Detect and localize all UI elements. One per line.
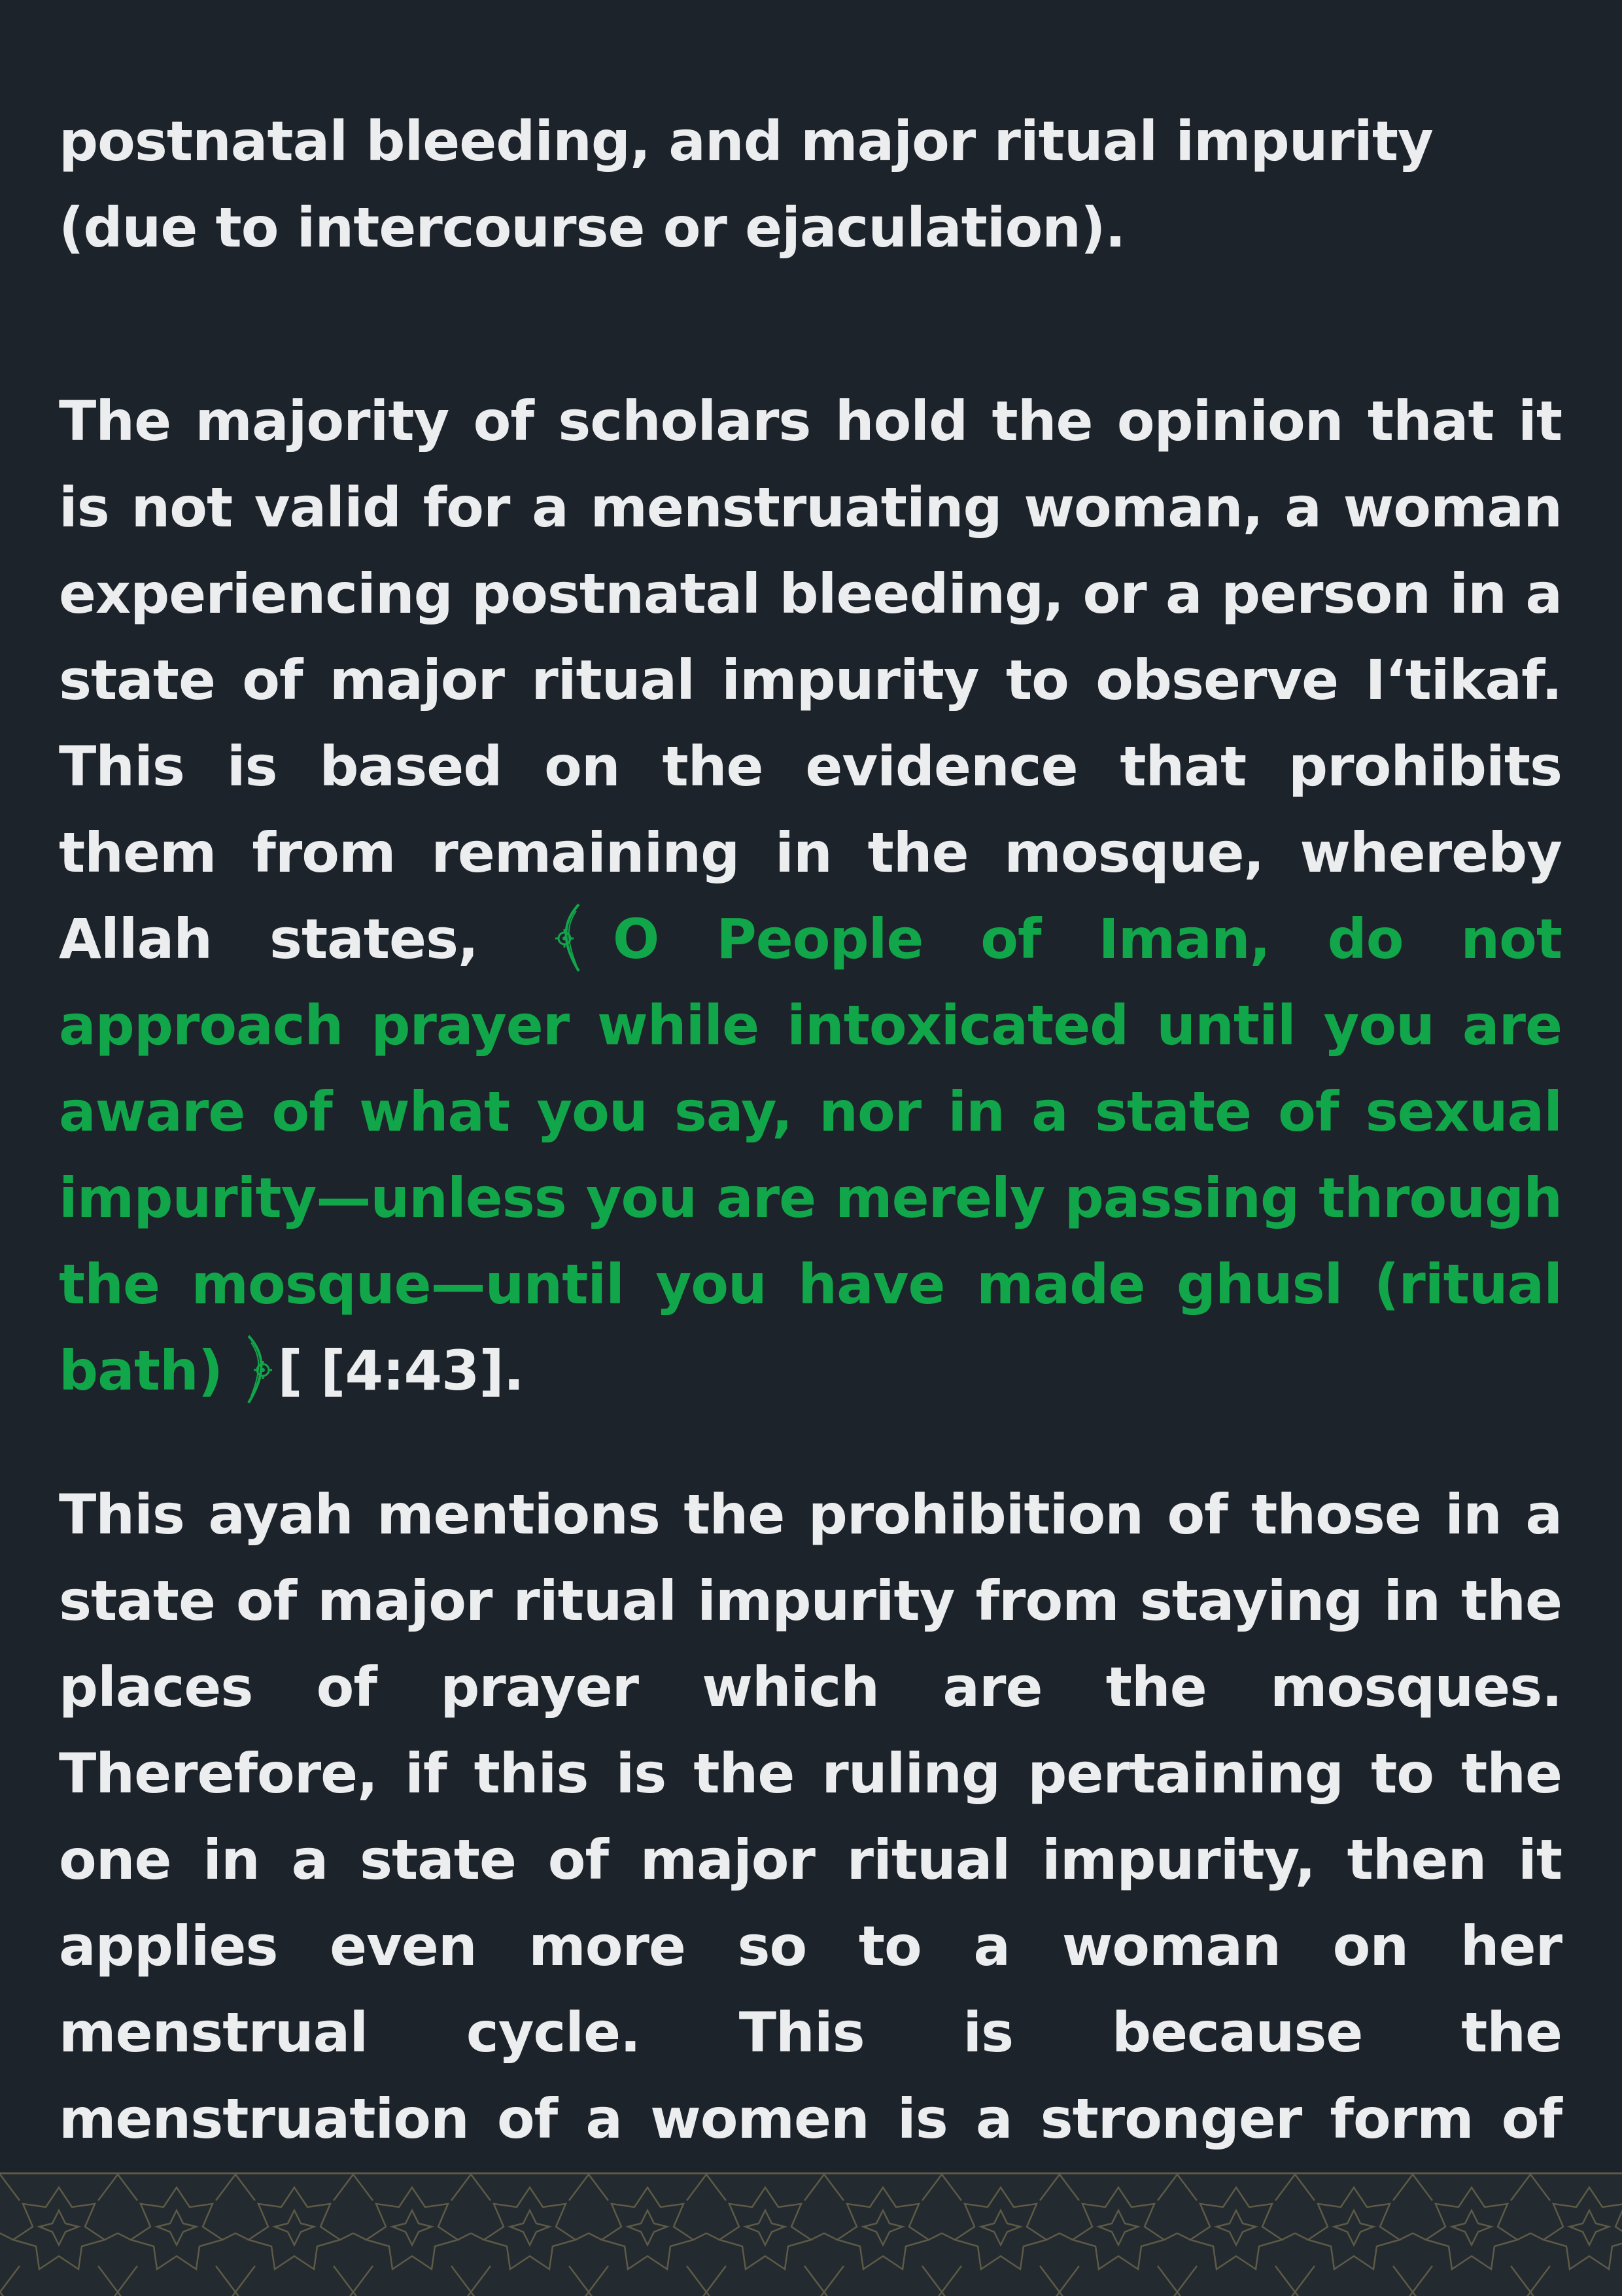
paragraph-evidence xyxy=(59,378,1562,1414)
paragraph-intro-text: The majority of scholars hold the opinion that it is not valid for a menstruating woman, a woman experiencing postnatal bleeding, or a person in a state of major ritual impurity to observe I‘tikaf. This is based on the evidence that prohibits them from remaining in the mosque, whereby Allah states, xyxy=(59,389,1562,971)
quran-verse-text: O People of Iman, do not approach prayer while intoxicated until you are aware of what you say, nor in a state of sexual impurity—unless you are merely passing through the mosque—until you have made ghusl (ritual bath) xyxy=(59,907,1562,1403)
page-content xyxy=(59,98,1562,2248)
footer-geometric-pattern xyxy=(0,2172,1622,2296)
ornamental-quran-close-bracket-icon xyxy=(241,1333,277,1405)
paragraph-continuation: postnatal bleeding, and major ritual impurity (due to intercourse or ejaculation). xyxy=(59,109,1433,260)
verse-reference: [ [4:43]. xyxy=(277,1339,524,1403)
paragraph-explanation: This ayah mentions the prohibition of those in a state of major ritual impurity from staying in the places of prayer which are the mosques. Therefore, if this is the ruling pertaining to the one in a state of major ritual impurity, then it applies even more so to a woman on her menstrual cycle. This is because the menstruation of a women is a stronger form of xyxy=(59,1482,1562,2151)
ornamental-quran-open-bracket-icon xyxy=(550,902,587,974)
